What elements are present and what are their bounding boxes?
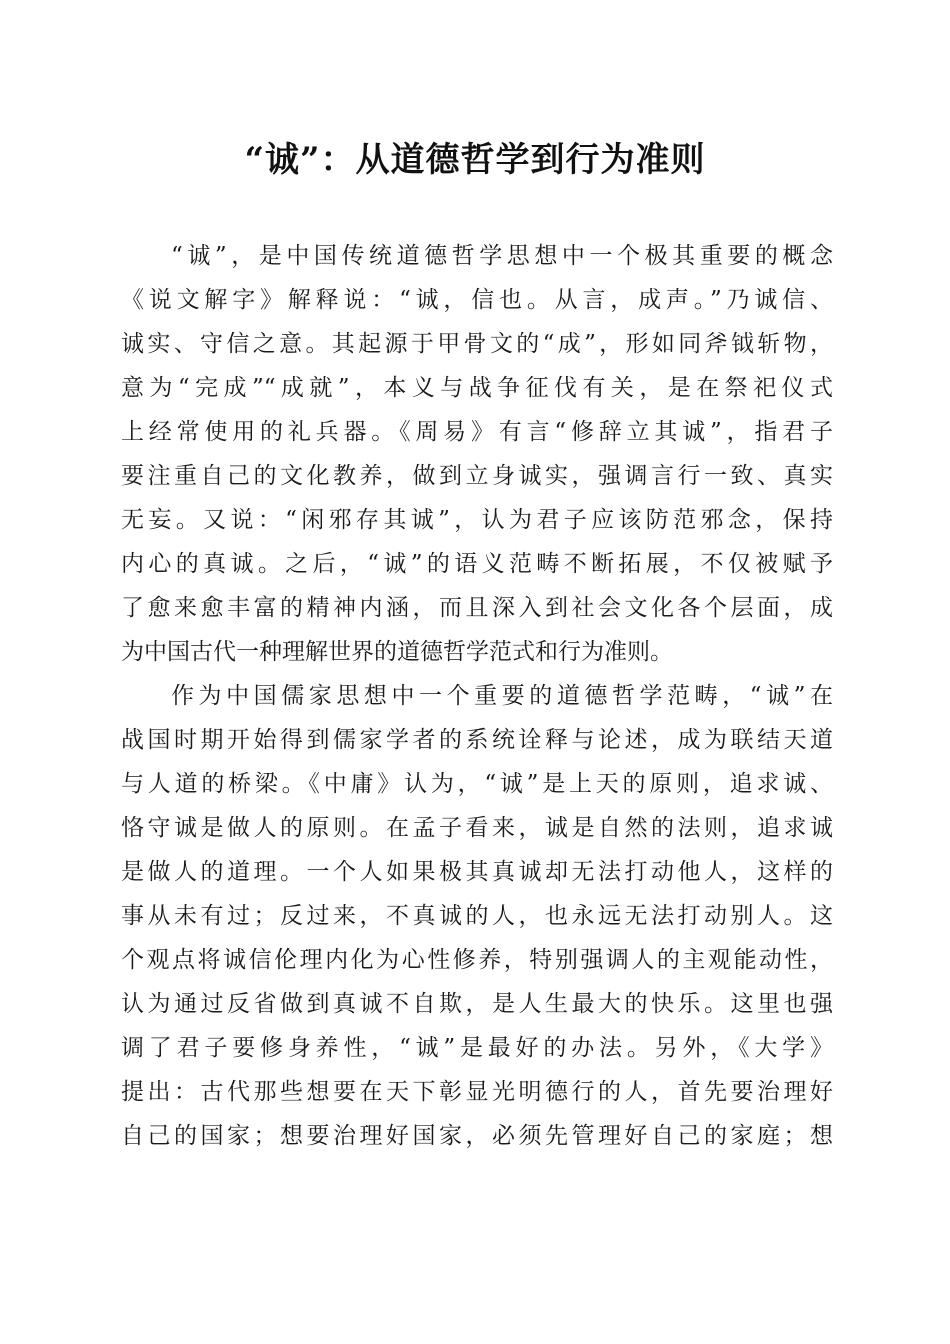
paragraph-1-line-1: “诚”，是中国传统道德哲学思想中一个极其重要的概念 (171, 243, 833, 269)
paragraph-2-line-8: 认为通过反省做到真诚不自欺，是人生最大的快乐。这里也强 (121, 991, 833, 1017)
paragraph-2-line-7: 个观点将诚信伦理内化为心性修养，特别强调人的主观能动性， (121, 947, 833, 973)
paragraph-2-line-1: 作为中国儒家思想中一个重要的道德哲学范畴，“诚”在 (171, 683, 833, 709)
paragraph-1-line-8: 内心的真诚。之后，“诚”的语义范畴不断拓展，不仅被赋予 (121, 551, 833, 577)
article-title: “诚”：从道德哲学到行为准则 (244, 140, 706, 180)
paragraph-2-line-3: 与人道的桥梁。《中庸》认为，“诚”是上天的原则，追求诚、 (121, 771, 833, 797)
paragraph-1-line-3: 诚实、守信之意。其起源于甲骨文的“成”，形如同斧钺斩物， (121, 331, 833, 357)
paragraph-1-line-10: 为中国古代一种理解世界的道德哲学范式和行为准则。 (121, 639, 673, 665)
paragraph-2-line-6: 事从未有过；反过来，不真诚的人，也永远无法打动别人。这 (121, 903, 833, 929)
paragraph-2-line-4: 恪守诚是做人的原则。在孟子看来，诚是自然的法则，追求诚 (121, 815, 833, 841)
paragraph-1-line-9: 了愈来愈丰富的精神内涵，而且深入到社会文化各个层面，成 (121, 595, 833, 621)
paragraph-2-line-9: 调了君子要修身养性，“诚”是最好的办法。另外，《大学》 (121, 1035, 833, 1061)
paragraph-1-line-5: 上经常使用的礼兵器。《周易》有言“修辞立其诚”，指君子 (121, 419, 833, 445)
paragraph-2-line-10: 提出：古代那些想要在天下彰显光明德行的人，首先要治理好 (121, 1079, 833, 1105)
paragraph-2-line-5: 是做人的道理。一个人如果极其真诚却无法打动他人，这样的 (121, 859, 833, 885)
paragraph-2-line-2: 战国时期开始得到儒家学者的系统诠释与论述，成为联结天道 (121, 727, 833, 753)
paragraph-2-line-11: 自己的国家；想要治理好国家，必须先管理好自己的家庭；想 (121, 1123, 833, 1149)
paragraph-1-line-4: 意为“完成”“成就”，本义与战争征伐有关，是在祭祀仪式 (121, 375, 833, 401)
paragraph-1-line-2: 《说文解字》解释说：“诚，信也。从言，成声。”乃诚信、 (121, 287, 833, 313)
article-body (121, 234, 833, 1158)
paragraph-1-line-6: 要注重自己的文化教养，做到立身诚实，强调言行一致、真实 (121, 463, 833, 489)
paragraph-1-line-7: 无妄。又说：“闲邪存其诚”，认为君子应该防范邪念，保持 (121, 507, 833, 533)
